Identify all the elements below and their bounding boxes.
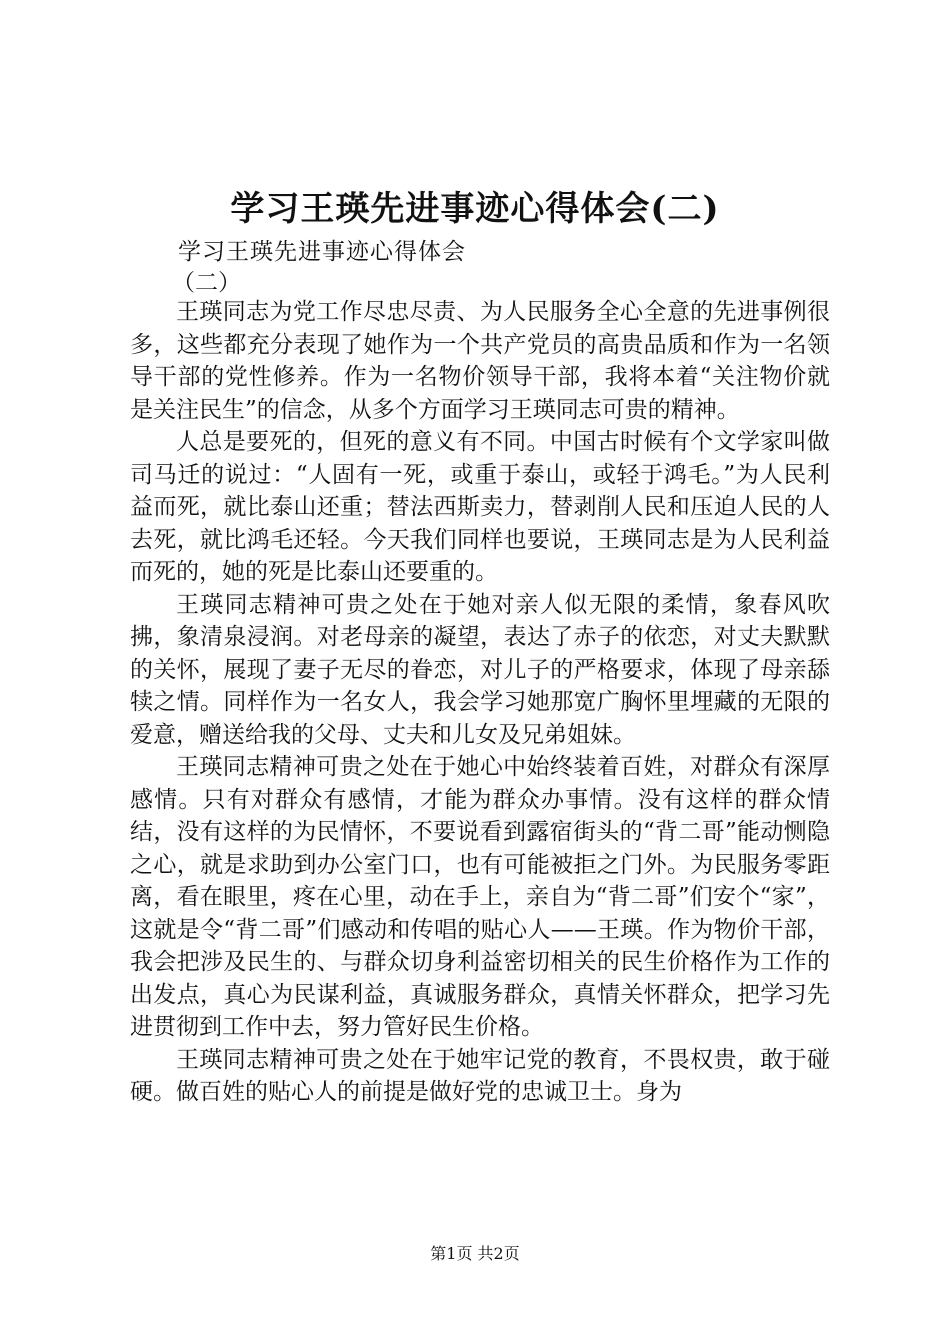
paragraph: 王瑛同志为党工作尽忠尽责、为人民服务全心全意的先进事例很多，这些都充分表现了她作为一个共产党员的高贵品质和作为一名领导干部的党性修养。作为一名物价领导干部，我将本着“关注物价就是关注民生”的信念，从多个方面学习王瑛同志可贵的精神。	[130, 299, 830, 423]
document-title: 学习王瑛先进事迹心得体会(二)	[230, 189, 720, 229]
paragraph: 人总是要死的，但死的意义有不同。中国古时候有个文学家叫做司马迁的说过：“人固有一死，或重于泰山，或轻于鸿毛。”为人民利益而死，就比泰山还重；替法西斯卖力，替剥削人民和压迫人民的人去死，就比鸿毛还轻。今天我们同样也要说，王瑛同志是为人民利益而死的，她的死是比泰山还要重的。	[130, 429, 830, 585]
document-subtitle-number: （二）	[172, 270, 241, 296]
document-body	[130, 296, 830, 1109]
paragraph: 王瑛同志精神可贵之处在于她牢记党的教育，不畏权贵，敢于碰硬。做百姓的贴心人的前提是做好党的忠诚卫士。身为	[130, 1046, 830, 1105]
paragraph: 王瑛同志精神可贵之处在于她对亲人似无限的柔情，象春风吹拂，象清泉浸润。对老母亲的凝望，表达了赤子的依恋，对丈夫默默的关怀，展现了妻子无尽的眷恋，对儿子的严格要求，体现了母亲舔犊之情。同样作为一名女人，我会学习她那宽广胸怀里埋藏的无限的爱意，赠送给我的父母、丈夫和儿女及兄弟姐妹。	[130, 591, 830, 748]
paragraph: 王瑛同志精神可贵之处在于她心中始终装着百姓，对群众有深厚感情。只有对群众有感情，才能为群众办事情。没有这样的群众情结，没有这样的为民情怀，不要说看到露宿街头的“背二哥”能动恻隐之心，就是求助到办公室门口，也有可能被拒之门外。为民服务零距离，看在眼里，疼在心里，动在手上，亲自为“背二哥”们安个“家”，这就是令“背二哥”们感动和传唱的贴心人——王瑛。作为物价干部，我会把涉及民生的、与群众切身利益密切相关的民生价格作为工作的出发点，真心为民谋利益，真诚服务群众，真情关怀群众，把学习先进贯彻到工作中去，努力管好民生价格。	[130, 754, 830, 1040]
page-number-footer: 第1页 共2页	[430, 1244, 520, 1263]
document-subtitle: 学习王瑛先进事迹心得体会	[178, 239, 466, 265]
